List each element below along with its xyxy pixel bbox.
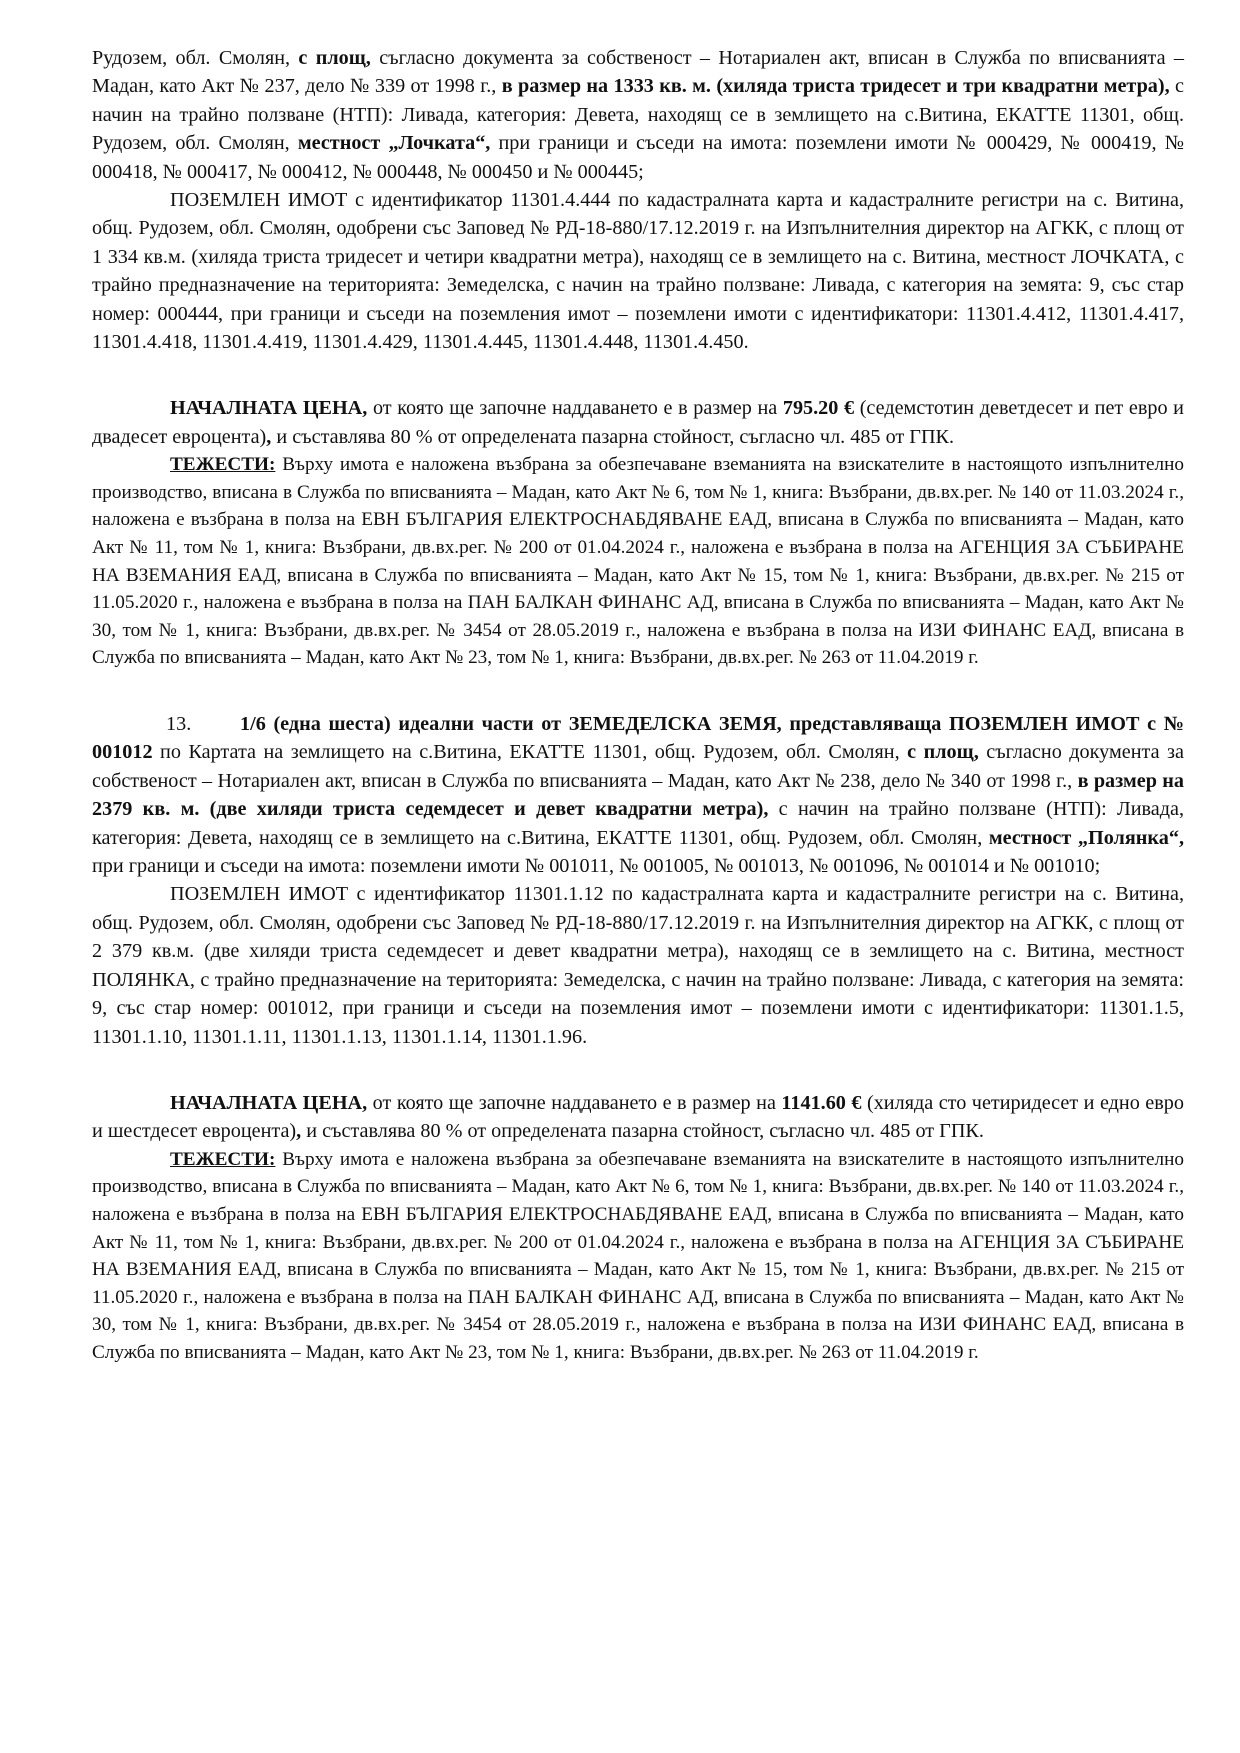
spacer — [92, 672, 1184, 710]
locality-bold-run: местност „Лочката“, — [297, 132, 491, 155]
starting-price-paragraph — [92, 394, 1184, 451]
text-run: с начин на трайно ползване (НТП): Ливада, категория: Девета, находящ се в землището на с.Витина, ЕКАТТЕ 11301, общ. Рудозем, обл. Смолян, — [92, 798, 1184, 849]
text-run: съгласно документа за собственост – Нотариален акт, вписан в Служба по вписванията – Мадан, като Акт № 237, дело № 339 от 1998 г., — [92, 47, 1184, 98]
starting-price-paragraph — [92, 1089, 1184, 1146]
item-number: 13. — [166, 713, 192, 736]
text-run: и съставлява 80 % от определената пазарна стойност, съгласно чл. 485 от ГПК. — [301, 1120, 984, 1143]
text-run: и съставлява 80 % от определената пазарна стойност, съгласно чл. 485 от ГПК. — [271, 425, 955, 448]
text-run: по Картата на землището на с.Витина, ЕКАТТЕ 11301, общ. Рудозем, обл. Смолян, — [152, 741, 908, 764]
text-run: (седемстотин деветдесет и пет евро и двадесет евроцента) — [92, 397, 1184, 448]
text-run: при граници и съседи на имота: поземлени имоти № 000429, № 000419, № 000418, № 000417, № 000412, № 000448, № 000450 и № 000445; — [92, 132, 1184, 183]
encumbrances-text: Върху имота е наложена възбрана за обезпечаване вземанията на взискателите в настоящото изпълнително производство, вписана в Служба по вписванията – Мадан, като Акт № 6, том № 1, книга: Възбрани, дв.вх.рег. № 140 от 11.03.2024 г., наложена е възбрана в полза на ЕВН БЪЛГАРИЯ ЕЛЕКТРОСНАБДЯВАНЕ ЕАД, вписана в Служба по вписванията – Мадан, като Акт № 11, том № 1, книга: Възбрани, дв.вх.рег. № 200 от 01.04.2024 г., наложена е възбрана в полза на АГЕНЦИЯ ЗА СЪБИРАНЕ НА ВЗЕМАНИЯ ЕАД, вписана в Служба по вписванията – Мадан, като Акт № 15, том № 1, книга: Възбрани, дв.вх.рег. № 215 от 11.05.2020 г., наложена е възбрана в полза на ПАН БАЛКАН ФИНАНС АД, вписана в Служба по вписванията – Мадан, като Акт № 30, том № 1, книга: Възбрани, дв.вх.рег. № 3454 от 28.05.2019 г., наложена е възбрана в полза на ИЗИ ФИНАНС ЕАД, вписана в Служба по вписванията – Мадан, като Акт № 23, том № 1, книга: Възбрани, дв.вх.рег. № 263 от 11.04.2019 г. — [92, 1148, 1184, 1363]
text-run: от която ще започне наддаването е в размер на — [367, 397, 783, 420]
encumbrances-paragraph — [92, 451, 1184, 672]
text-run: от която ще започне наддаването е в размер на — [367, 1091, 782, 1114]
bold-run: с площ, — [298, 47, 371, 69]
spacer — [92, 1051, 1184, 1089]
encumbrances-paragraph — [92, 1146, 1184, 1367]
text-run: , — [266, 425, 272, 448]
encumbrances-text: Върху имота е наложена възбрана за обезпечаване вземанията на взискателите в настоящото изпълнително производство, вписана в Служба по вписванията – Мадан, като Акт № 6, том № 1, книга: Възбрани, дв.вх.рег. № 140 от 11.03.2024 г., наложена е възбрана в полза на ЕВН БЪЛГАРИЯ ЕЛЕКТРОСНАБДЯВАНЕ ЕАД, вписана в Служба по вписванията – Мадан, като Акт № 11, том № 1, книга: Възбрани, дв.вх.рег. № 200 от 01.04.2024 г., наложена е възбрана в полза на АГЕНЦИЯ ЗА СЪБИРАНЕ НА ВЗЕМАНИЯ ЕАД, вписана в Служба по вписванията – Мадан, като Акт № 15, том № 1, книга: Възбрани, дв.вх.рег. № 215 от 11.05.2020 г., наложена е възбрана в полза на ПАН БАЛКАН ФИНАНС АД, вписана в Служба по вписванията – Мадан, като Акт № 30, том № 1, книга: Възбрани, дв.вх.рег. № 3454 от 28.05.2019 г., наложена е възбрана в полза на ИЗИ ФИНАНС ЕАД, вписана в Служба по вписванията – Мадан, като Акт № 23, том № 1, книга: Възбрани, дв.вх.рег. № 263 от 11.04.2019 г. — [92, 454, 1184, 669]
property-description-paragraph — [92, 44, 1184, 186]
starting-price-label: НАЧАЛНАТА ЦЕНА, — [170, 1091, 368, 1114]
spacer — [92, 356, 1184, 394]
cadastral-paragraph: ПОЗЕМЛЕН ИМОТ с идентификатор 11301.4.444 по кадастралната карта и кадастралните регистри на с. Витина, общ. Рудозем, обл. Смолян, одобрени със Заповед № РД-18-880/17.12.2019 г. на Изпълнителния директор на АГКК, с площ от 1 334 кв.м. (хиляда триста тридесет и четири квадратни метра), находящ се в землището на с. Витина, местност ЛОЧКАТА, с трайно предназначение на територията: Земеделска, с начин на трайно ползване: Ливада, с категория на земята: 9, със стар номер: 000444, при граници и съседи на поземления имот – поземлени имоти с идентификатори: 11301.4.412, 11301.4.417, 11301.4.418, 11301.4.419, 11301.4.429, 11301.4.445, 11301.4.448, 11301.4.450. — [92, 189, 1184, 354]
area-bold-run: в размер на 1333 кв. м. (хиляда триста тридесет и три квадратни метра), — [501, 75, 1170, 98]
text-run: Рудозем, обл. Смолян, — [92, 47, 299, 69]
text-run: , — [296, 1120, 302, 1143]
document-page — [92, 44, 1184, 1366]
starting-price-value: 795.20 € — [782, 397, 855, 420]
starting-price-label: НАЧАЛНАТА ЦЕНА, — [170, 397, 368, 420]
locality-bold-run: местност „Полянка“, — [988, 826, 1184, 849]
item-13-paragraph — [92, 710, 1184, 880]
cadastral-paragraph: ПОЗЕМЛЕН ИМОТ с идентификатор 11301.1.12 по кадастралната карта и кадастралните регистри на с. Витина, общ. Рудозем, обл. Смолян, одобрени със Заповед № РД-18-880/17.12.2019 г. на Изпълнителния директор на АГКК, с площ от 2 379 кв.м. (две хиляди триста седемдесет и девет квадратни метра), находящ се в землището на с. Витина, местност ПОЛЯНКА, с трайно предназначение на територията: Земеделска, с начин на трайно ползване: Ливада, с категория на земята: 9, със стар номер: 001012, при граници и съседи на поземления имот – поземлени имоти с идентификатори: 11301.1.5, 11301.1.10, 11301.1.11, 11301.1.13, 11301.1.14, 11301.1.96. — [92, 883, 1184, 1048]
text-run: при граници и съседи на имота: поземлени имоти № 001011, № 001005, № 001013, № 001096, № 001014 и № 001010; — [92, 855, 1101, 878]
starting-price-value: 1141.60 € — [781, 1091, 862, 1114]
area-bold-run: в размер на 2379 кв. м. (две хиляди триста седемдесет и девет квадратни метра), — [92, 769, 1185, 821]
bold-run: с площ, — [907, 741, 979, 764]
item-heading-bold: 1/6 (една шеста) идеални части от ЗЕМЕДЕЛСКА ЗЕМЯ, представляваща ПОЗЕМЛЕН ИМОТ с № 001012 — [92, 713, 1184, 764]
encumbrances-label: ТЕЖЕСТИ: — [170, 454, 276, 476]
text-run: (хиляда сто четиридесет и едно евро и шестдесет евроцента) — [92, 1091, 1184, 1143]
text-run: съгласно документа за собственост – Нотариален акт, вписан в Служба по вписванията – Мадан, като Акт № 238, дело № 340 от 1998 г., — [92, 741, 1184, 792]
text-run: с начин на трайно ползване (НТП): Ливада, категория: Девета, находящ се в землището на с.Витина, ЕКАТТЕ 11301, общ. Рудозем, обл. Смолян, — [92, 75, 1184, 155]
encumbrances-label: ТЕЖЕСТИ: — [170, 1148, 276, 1170]
